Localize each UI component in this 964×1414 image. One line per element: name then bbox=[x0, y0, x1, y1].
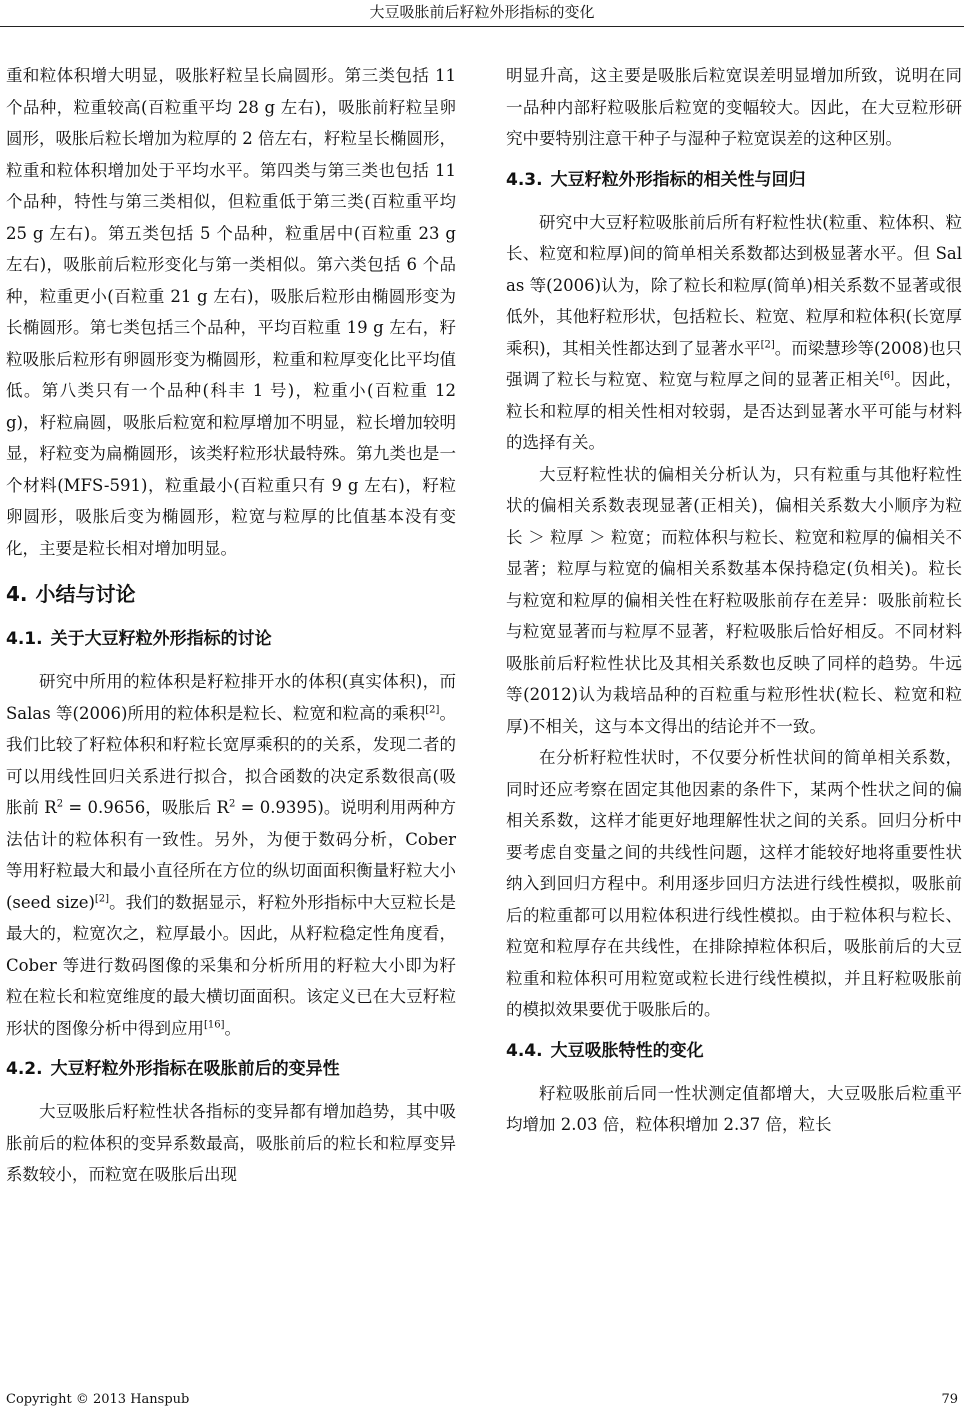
paragraph-regression: 在分析籽粒性状时，不仅要分析性状间的简单相关系数，同时还应考察在固定其他因素的条件下，某两个性状之间的偏相关系数，这样才能更好地理解性状之间的关系。回归分析中要考虑自变量之间的共线性问题，这样才能较好地将重要性状纳入到回归方程中。利用逐步回归方法进行线性模拟，吸胀前后的粒重都可以用粒体积进行线性模拟。由于粒体积与粒长、粒宽和粒厚存在共线性，在排除掉粒体积后，吸胀前后的大豆粒重和粒体积可用粒宽或粒长进行线性模拟，并且籽粒吸胀前的模拟效果要优于吸胀后的。 bbox=[506, 748, 962, 1019]
citation: [2] bbox=[760, 339, 775, 350]
left-column bbox=[6, 60, 456, 1191]
superscript: 2 bbox=[56, 798, 64, 810]
page-number: 79 bbox=[941, 1392, 958, 1407]
subsection-heading-4-4 bbox=[506, 1034, 962, 1068]
right-column bbox=[506, 60, 962, 1141]
copyright-notice: Copyright © 2013 Hanspub bbox=[6, 1392, 190, 1407]
paragraph-classes-continued: 重和粒体积增大明显，吸胀籽粒呈长扁圆形。第三类包括 11 个品种，粒重较高(百粒重平均 28 g 左右)，吸胀前籽粒呈卵圆形，吸胀后粒长增加为粒厚的 2 倍左右，籽粒呈长椭圆形，粒重和粒体积增加处于平均水平。第四类与第三类也包括 11 个品种，特性与第三类相似，但粒重低于第三类(百粒重平均 25 g 左右)。第五类包括 5 个品种，粒重居中(百粒重 23 g 左右)，吸胀前后粒形变化与第一类相似。第六类包括 6 个品种，粒重更小(百粒重 21 g 左右)，吸胀后粒形由椭圆形变为长椭圆形。第七类包括三个品种，平均百粒重 19 g 左右，籽粒吸胀后粒形有卵圆形变为椭圆形，粒重和粒厚变化比平均值低。第八类只有一个品种(科丰 1 号)，粒重小(百粒重 12 g)，籽粒扁圆，吸胀后粒宽和粒厚增加不明显，粒长增加较明显，籽粒变为扁椭圆形，该类籽粒形状最特殊。第九类也是一个材料(MFS-591)，粒重最小(百粒重只有 9 g 左右)，籽粒卵圆形，吸胀后变为椭圆形，粒宽与粒厚的比值基本没有变化，主要是粒长相对增加明显。 bbox=[6, 66, 456, 558]
section-heading-4 bbox=[6, 574, 456, 614]
subsection-title: 大豆籽粒外形指标在吸胀前后的变异性 bbox=[50, 1059, 340, 1079]
subsection-number: 4.4. bbox=[506, 1040, 543, 1061]
section-number: 4. bbox=[6, 582, 28, 606]
paragraph-variability-continued: 明显升高，这主要是吸胀后粒宽误差明显增加所致，说明在同一品种内部籽粒吸胀后粒宽的变幅较大。因此，在大豆粒形研究中要特别注意干种子与湿种子粒宽误差的这种区别。 bbox=[506, 66, 962, 148]
subsection-title: 大豆籽粒外形指标的相关性与回归 bbox=[550, 169, 806, 190]
citation: [2] bbox=[425, 704, 440, 715]
section-title: 小结与讨论 bbox=[35, 582, 136, 606]
header-rule bbox=[0, 26, 964, 27]
paragraph-simple-correlation: 研究中大豆籽粒吸胀前后所有籽粒性状(粒重、粒体积、粒长、粒宽和粒厚)间的简单相关系数都达到极显著水平。但 Salas 等(2006)认为，除了粒长和粒厚(简单)相关系数不显著或很低外，其他籽粒形状，包括粒长、粒宽、粒厚和粒体积(长宽厚乘积)，其相关性都达到了显著水平[2]。而梁慧珍等(2008)也只强调了粒长与粒宽、粒宽与粒厚之间的显著正相关[6]。因此，粒长和粒厚的相关性相对较弱，是否达到显著水平可能与材料的选择有关。 bbox=[506, 212, 963, 452]
subsection-number: 4.3. bbox=[506, 169, 543, 190]
superscript: 2 bbox=[228, 798, 236, 810]
paragraph-seed-volume: 研究中所用的粒体积是籽粒排开水的体积(真实体积)，而 Salas 等(2006)所用的粒体积是粒长、粒宽和粒高的乘积[2]。我们比较了籽粒体积和籽粒长宽厚乘积的的关系，发现二者的可以用线性回归关系进行拟合，拟合函数的决定系数很高(吸胀前 $R^2 = 0.9656$，吸胀后 $R^2 = 0.9395$)。说明利用两种方法估计的粒体积有一致性。另外，为便于数码分析，Cober 等用籽粒最大和最小直径所在方位的纵切面面积衡量籽粒大小(seed size)[2]。我们的数据显示，籽粒外形指标中大豆粒长是最大的，粒宽次之，粒厚最小。因此，从籽粒稳定性角度看，Cober 等进行数码图像的采集和分析所用的籽粒大小即为籽粒在粒长和粒宽维度的最大横切面面积。该定义已在大豆籽粒形状的图像分析中得到应用[16]。 bbox=[6, 672, 457, 1038]
paragraph-imbibition: 籽粒吸胀前后同一性状测定值都增大，大豆吸胀后粒重平均增加 2.03 倍，粒体积增加 2.37 倍，粒长 bbox=[506, 1083, 962, 1134]
subsection-title: 大豆吸胀特性的变化 bbox=[550, 1040, 704, 1061]
subsection-heading-4-2 bbox=[6, 1052, 456, 1086]
subsection-title: 关于大豆籽粒外形指标的讨论 bbox=[50, 629, 272, 649]
citation: [2] bbox=[94, 893, 110, 904]
citation: [16] bbox=[204, 1019, 225, 1030]
subsection-heading-4-1 bbox=[6, 622, 456, 656]
subsection-number: 4.1. bbox=[6, 629, 43, 649]
running-header: 大豆吸胀前后籽粒外形指标的变化 bbox=[369, 3, 595, 21]
paragraph-variability: 大豆吸胀后籽粒性状各指标的变异都有增加趋势，其中吸胀前后的粒体积的变异系数最高，吸胀前后的粒长和粒厚变异系数较小，而粒宽在吸胀后出现 bbox=[6, 1102, 456, 1184]
citation: [6] bbox=[879, 370, 895, 382]
subsection-heading-4-3 bbox=[506, 163, 962, 197]
subsection-number: 4.2. bbox=[6, 1059, 43, 1079]
paragraph-partial-correlation: 大豆籽粒性状的偏相关分析认为，只有粒重与其他籽粒性状的偏相关系数表现显著(正相关)，偏相关系数大小顺序为粒长 ＞ 粒厚 ＞ 粒宽；而粒体积与粒长、粒宽和粒厚的偏相关不显著；粒厚与粒宽的偏相关系数基本保持稳定(负相关)。粒长与粒宽和粒厚的偏相关性在籽粒吸胀前存在差异：吸胀前粒长与粒宽显著而与粒厚不显著，籽粒吸胀后恰好相反。不同材料吸胀前后籽粒性状比及其相关系数也反映了同样的趋势。牛远等(2012)认为栽培品种的百粒重与粒形性状(粒长、粒宽和粒厚)不相关，这与本文得出的结论并不一致。 bbox=[506, 464, 962, 736]
